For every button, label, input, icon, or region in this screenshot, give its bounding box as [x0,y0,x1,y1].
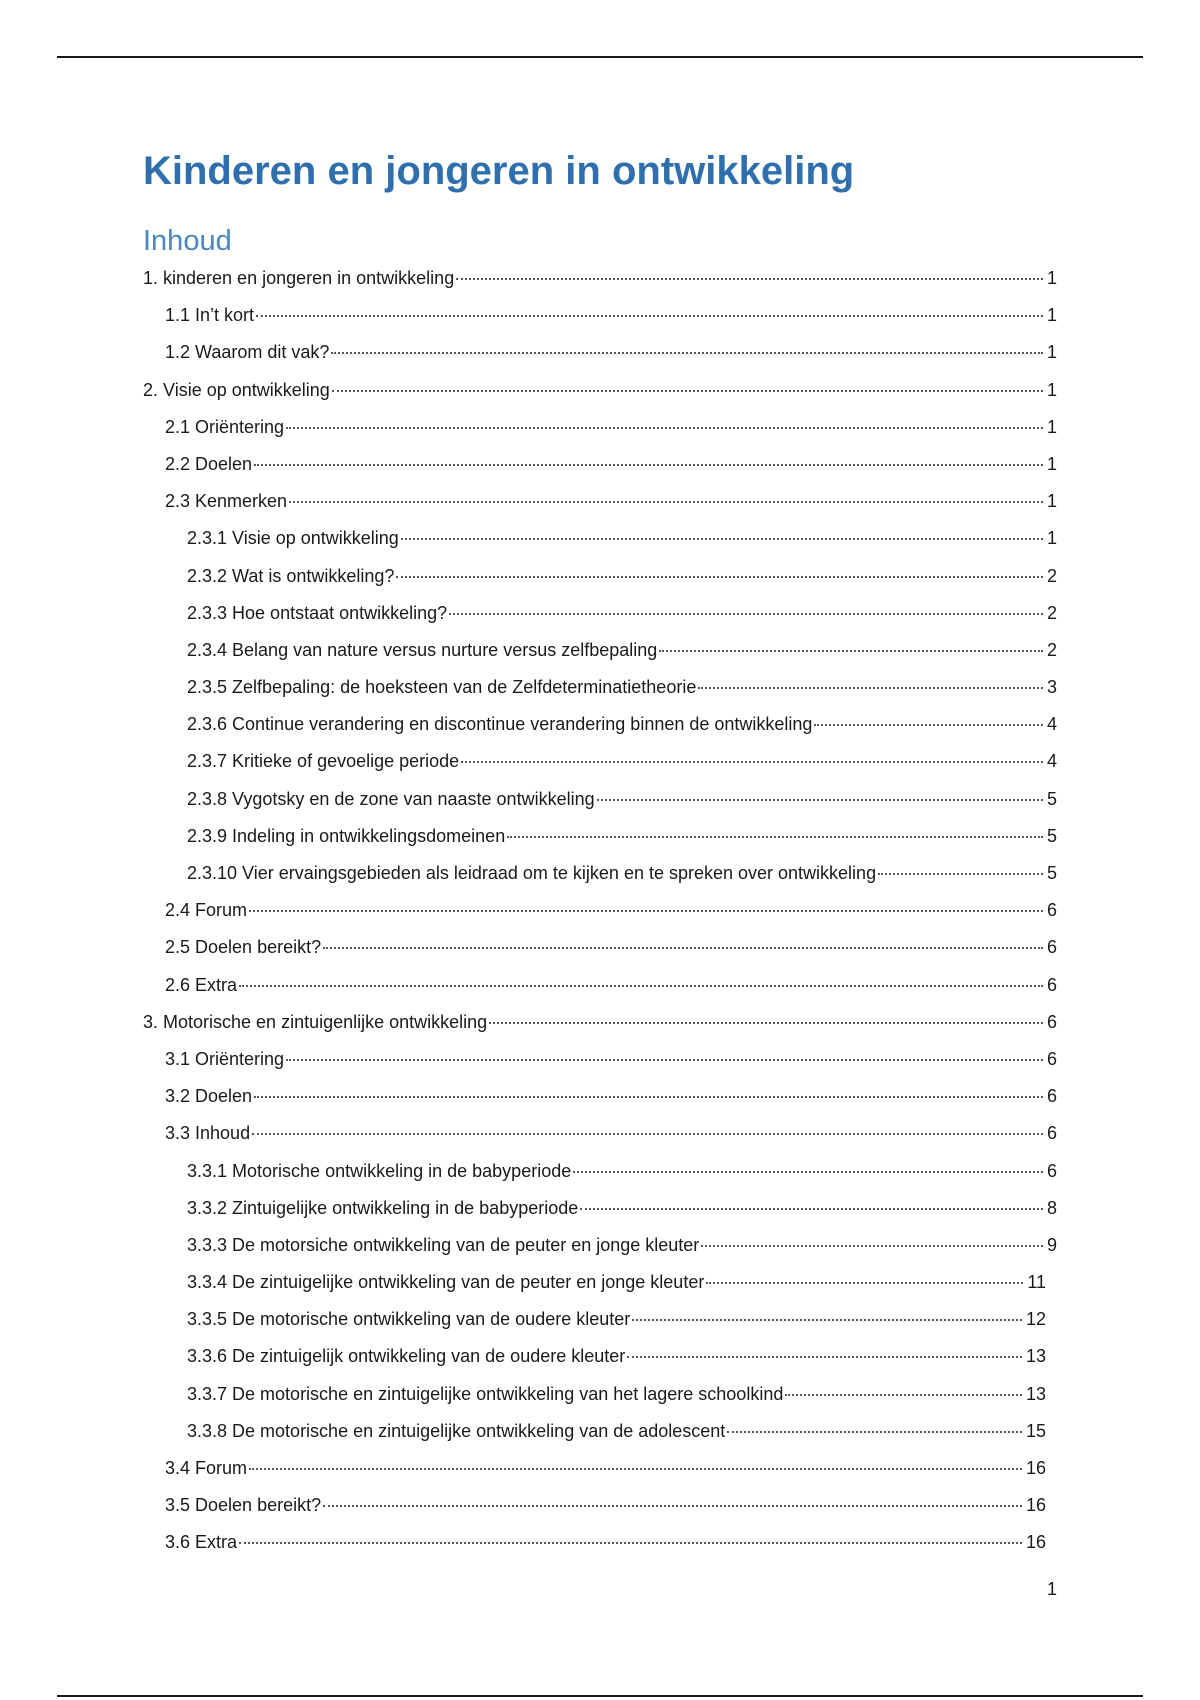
toc-entry-title: 1.2 Waarom dit vak? [165,342,330,363]
toc-entry[interactable] [143,1301,1046,1338]
toc-dot-leader [701,1244,1043,1247]
toc-dot-leader [597,798,1043,801]
toc-entry-page: 5 [1046,825,1057,846]
toc-dot-leader [449,612,1043,615]
toc-entry-page: 11 [1027,1272,1046,1293]
toc-entry-page: 3 [1046,677,1057,698]
toc-entry[interactable] [143,1450,1046,1487]
toc-entry-page: 4 [1046,751,1057,772]
toc-dot-leader [254,463,1043,466]
toc-entry-title: 2.1 Oriëntering [165,416,285,437]
toc-entry-title: 2.3.7 Kritieke of gevoelige periode [187,751,460,772]
toc-dot-leader [289,500,1043,503]
toc-entry-title: 2.4 Forum [165,900,248,921]
document-title: Kinderen en jongeren in ontwikkeling [143,149,855,193]
toc-entry[interactable] [143,1487,1046,1524]
toc-entry-page: 6 [1046,1160,1057,1181]
toc-entry-page: 2 [1046,639,1057,660]
toc-entry-page: 1 [1046,379,1057,400]
toc-entry-page: 1 [1046,528,1057,549]
toc-entry[interactable] [143,446,1057,483]
toc-entry[interactable] [143,743,1057,780]
toc-dot-leader [580,1207,1043,1210]
toc-dot-leader [323,1504,1022,1507]
toc-dot-leader [323,946,1043,949]
toc-entry-page: 15 [1025,1420,1046,1441]
toc-entry-title: 2.3.6 Continue verandering en discontinue verandering binnen de ontwikkeling [187,714,813,735]
toc-entry[interactable] [143,669,1057,706]
toc-entry-page: 1 [1046,342,1057,363]
toc-entry-title: 2.3 Kenmerken [165,491,288,512]
toc-entry-page: 6 [1046,974,1057,995]
table-of-contents [143,260,1057,1562]
toc-dot-leader [254,1095,1043,1098]
toc-entry-page: 1 [1046,305,1057,326]
toc-dot-leader [286,426,1043,429]
toc-entry-page: 13 [1025,1346,1046,1367]
toc-dot-leader [239,1541,1022,1544]
toc-entry[interactable] [143,818,1057,855]
toc-entry-title: 2.3.9 Indeling in ontwikkelingsdomeinen [187,825,506,846]
toc-entry-page: 13 [1025,1383,1046,1404]
toc-entry-title: 3.3.4 De zintuigelijke ontwikkeling van de peuter en jonge kleuter [187,1272,705,1293]
toc-entry-page: 1 [1046,416,1057,437]
toc-entry-title: 3.1 Oriëntering [165,1048,285,1069]
toc-entry-page: 1 [1046,268,1057,288]
toc-dot-leader [396,575,1043,578]
toc-entry-page: 16 [1025,1495,1046,1516]
toc-dot-leader [401,537,1043,540]
toc-entry-title: 3.3.2 Zintuigelijke ontwikkeling in de babyperiode [187,1197,579,1218]
toc-entry[interactable] [143,1413,1046,1450]
toc-entry[interactable] [143,595,1057,632]
toc-dot-leader [507,835,1043,838]
toc-dot-leader [727,1430,1022,1433]
toc-entry-title: 3.3.7 De motorische en zintuigelijke ontwikkeling van het lagere schoolkind [187,1383,784,1404]
toc-entry-title: 3.5 Doelen bereikt? [165,1495,322,1516]
toc-dot-leader [332,389,1043,392]
toc-entry[interactable] [143,372,1057,409]
page-number: 1 [1046,1579,1057,1599]
toc-entry[interactable] [143,892,1057,929]
toc-entry-title: 1.1 In’t kort [165,305,255,326]
toc-entry[interactable] [143,632,1057,669]
toc-entry-title: 2.2 Doelen [165,453,253,474]
toc-dot-leader [785,1393,1022,1396]
toc-dot-leader [573,1170,1043,1173]
toc-dot-leader [286,1058,1043,1061]
toc-entry-page: 12 [1025,1309,1046,1330]
toc-entry-page: 8 [1046,1197,1057,1218]
toc-entry[interactable] [143,1004,1057,1041]
toc-dot-leader [698,686,1043,689]
toc-entry-page: 6 [1046,1086,1057,1107]
toc-dot-leader [331,351,1043,354]
toc-entry-page: 6 [1046,900,1057,921]
toc-entry-page: 6 [1046,937,1057,958]
toc-heading: Inhoud [143,225,232,257]
toc-entry[interactable] [143,1264,1046,1301]
toc-entry-title: 2.5 Doelen bereikt? [165,937,322,958]
toc-entry[interactable] [143,1078,1057,1115]
toc-entry-title: 2.3.2 Wat is ontwikkeling? [187,565,395,586]
toc-dot-leader [249,909,1043,912]
toc-entry[interactable] [143,260,1057,297]
toc-entry-title: 2.3.8 Vygotsky en de zone van naaste ontwikkeling [187,788,595,809]
toc-entry-page: 6 [1046,1123,1057,1144]
toc-entry-title: 3.3 Inhoud [165,1123,251,1144]
toc-entry[interactable] [143,967,1057,1004]
toc-entry-title: 3.2 Doelen [165,1086,253,1107]
toc-dot-leader [256,314,1043,317]
toc-entry-page: 16 [1025,1532,1046,1553]
toc-entry-title: 3.3.8 De motorische en zintuigelijke ontwikkeling van de adolescent [187,1420,726,1441]
toc-dot-leader [627,1355,1022,1358]
toc-entry-page: 4 [1046,714,1057,735]
toc-entry-title: 1. kinderen en jongeren in ontwikkeling [143,268,455,288]
toc-entry[interactable] [143,558,1057,595]
toc-entry[interactable] [143,1227,1057,1264]
toc-entry[interactable] [143,297,1057,334]
toc-entry-page: 16 [1025,1458,1046,1478]
toc-entry[interactable] [143,706,1057,743]
toc-dot-leader [659,649,1043,652]
toc-entry-title: 2.3.10 Vier ervaingsgebieden als leidraad om te kijken en te spreken over ontwikkeling [187,863,877,883]
toc-entry-title: 2.3.3 Hoe ontstaat ontwikkeling? [187,602,448,623]
toc-dot-leader [878,872,1043,875]
toc-entry-title: 2. Visie op ontwikkeling [143,379,330,400]
toc-entry[interactable] [143,781,1057,818]
toc-dot-leader [814,723,1043,726]
toc-entry-title: 2.3.5 Zelfbepaling: de hoeksteen van de Zelfdeterminatietheorie [187,677,697,698]
toc-dot-leader [239,984,1043,987]
toc-entry[interactable] [143,334,1057,371]
toc-entry-page: 9 [1046,1234,1057,1255]
toc-entry[interactable] [143,929,1057,966]
toc-entry-page: 5 [1046,863,1057,883]
toc-entry-page: 2 [1046,565,1057,586]
toc-dot-leader [706,1281,1023,1284]
toc-entry[interactable] [143,855,1057,892]
toc-dot-leader [489,1021,1043,1024]
toc-entry-title: 3.3.6 De zintuigelijk ontwikkeling van de oudere kleuter [187,1346,626,1367]
toc-entry-title: 2.3.4 Belang van nature versus nurture versus zelfbepaling [187,639,658,660]
toc-entry-title: 3.3.3 De motorsiche ontwikkeling van de peuter en jonge kleuter [187,1234,700,1255]
header-rule [57,56,1143,58]
toc-entry[interactable] [143,409,1057,446]
toc-entry-page: 1 [1046,491,1057,512]
toc-entry-title: 3.3.1 Motorische ontwikkeling in de babyperiode [187,1160,572,1181]
footer-rule [57,1695,1143,1697]
toc-entry[interactable] [143,483,1057,520]
toc-dot-leader [632,1318,1022,1321]
toc-dot-leader [249,1467,1022,1470]
toc-entry-page: 5 [1046,788,1057,809]
toc-entry-page: 6 [1046,1048,1057,1069]
toc-entry-title: 2.6 Extra [165,974,238,995]
toc-entry[interactable] [143,1338,1046,1375]
toc-dot-leader [456,277,1043,280]
toc-entry[interactable] [143,520,1057,557]
toc-entry[interactable] [143,1190,1057,1227]
toc-entry[interactable] [143,1115,1057,1152]
toc-entry-page: 1 [1046,453,1057,474]
toc-entry[interactable] [143,1153,1057,1190]
toc-entry[interactable] [143,1376,1046,1413]
toc-entry-title: 3. Motorische en zintuigenlijke ontwikkeling [143,1011,488,1032]
toc-entry-page: 6 [1046,1011,1057,1032]
toc-entry-page: 2 [1046,602,1057,623]
toc-dot-leader [461,760,1043,763]
toc-entry[interactable] [143,1041,1057,1078]
toc-dot-leader [252,1132,1043,1135]
toc-entry-title: 3.4 Forum [165,1458,248,1478]
toc-entry-title: 3.6 Extra [165,1532,238,1553]
toc-entry-title: 2.3.1 Visie op ontwikkeling [187,528,399,549]
toc-entry[interactable] [143,1524,1046,1561]
toc-entry-title: 3.3.5 De motorische ontwikkeling van de oudere kleuter [187,1309,631,1330]
